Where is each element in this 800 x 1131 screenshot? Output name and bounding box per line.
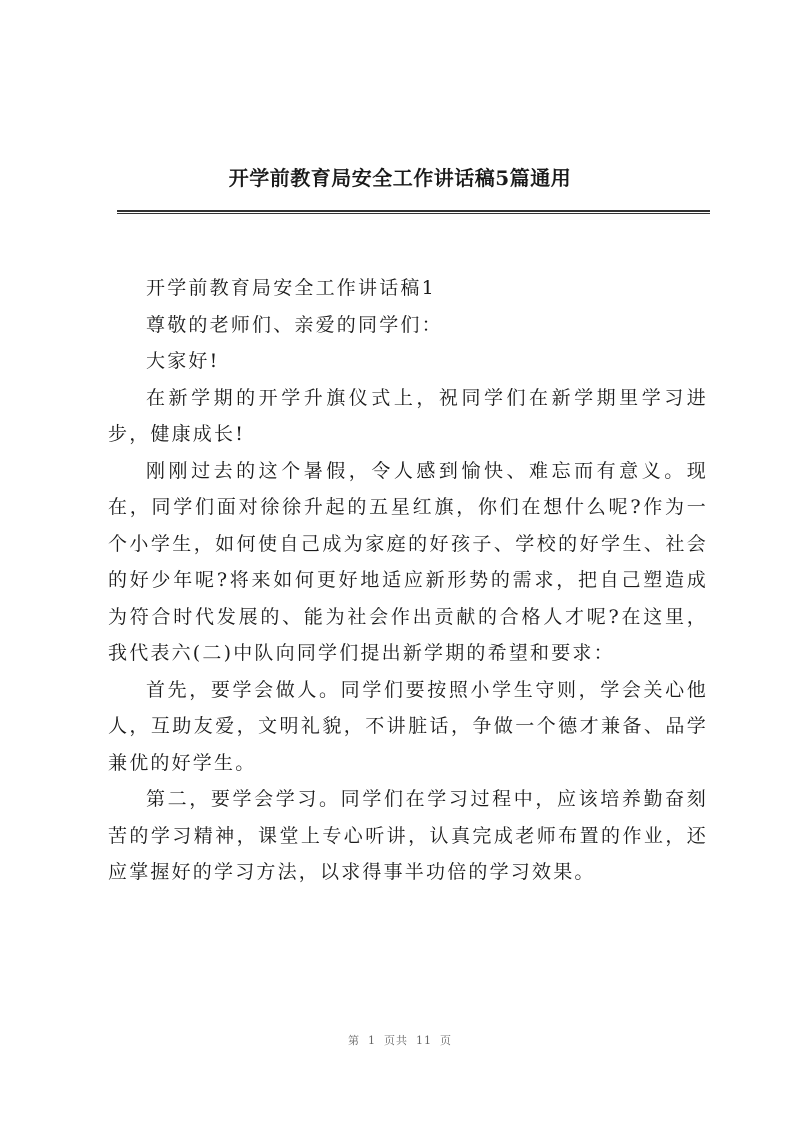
footer-page-number: 1 — [368, 1034, 376, 1047]
paragraph: 刚刚过去的这个暑假，令人感到愉快、难忘而有意义。现在，同学们面对徐徐升起的五星红旗，你们在想什么呢?作为一个小学生，如何使自己成为家庭的好孩子、学校的好学生、社会的好少年呢?将来如何更好地适应新形势的需求，把自己塑造成为符合时代发展的、能为社会作出贡献的合格人才呢?在这里，我代表六(二)中队向同学们提出新学期的希望和要求： — [108, 459, 708, 664]
paragraph-greeting: 大家好! — [146, 350, 220, 372]
document-body — [108, 270, 708, 891]
title-divider — [117, 210, 710, 214]
footer-mid: 页共 — [384, 1034, 408, 1047]
paragraph: 第二，要学会学习。同学们在学习过程中，应该培养勤奋刻苦的学习精神，课堂上专心听讲，认真完成老师布置的作业，还应掌握好的学习方法，以求得事半功倍的学习效果。 — [108, 788, 708, 883]
footer-suffix: 页 — [440, 1034, 452, 1047]
paragraph-salutation: 尊敬的老师们、亲爱的同学们： — [146, 313, 443, 336]
page-footer — [0, 1032, 800, 1048]
paragraph: 在新学期的开学升旗仪式上，祝同学们在新学期里学习进步，健康成长! — [108, 386, 708, 445]
footer-prefix: 第 — [348, 1034, 360, 1047]
paragraph-heading: 开学前教育局安全工作讲话稿1 — [146, 277, 436, 299]
footer-total-pages: 11 — [416, 1034, 432, 1047]
paragraph: 首先，要学会做人。同学们要按照小学生守则，学会关心他人，互助友爱，文明礼貌，不讲脏话，争做一个德才兼备、品学兼优的好学生。 — [108, 678, 708, 774]
document-title: 开学前教育局安全工作讲话稿5篇通用 — [228, 166, 572, 190]
